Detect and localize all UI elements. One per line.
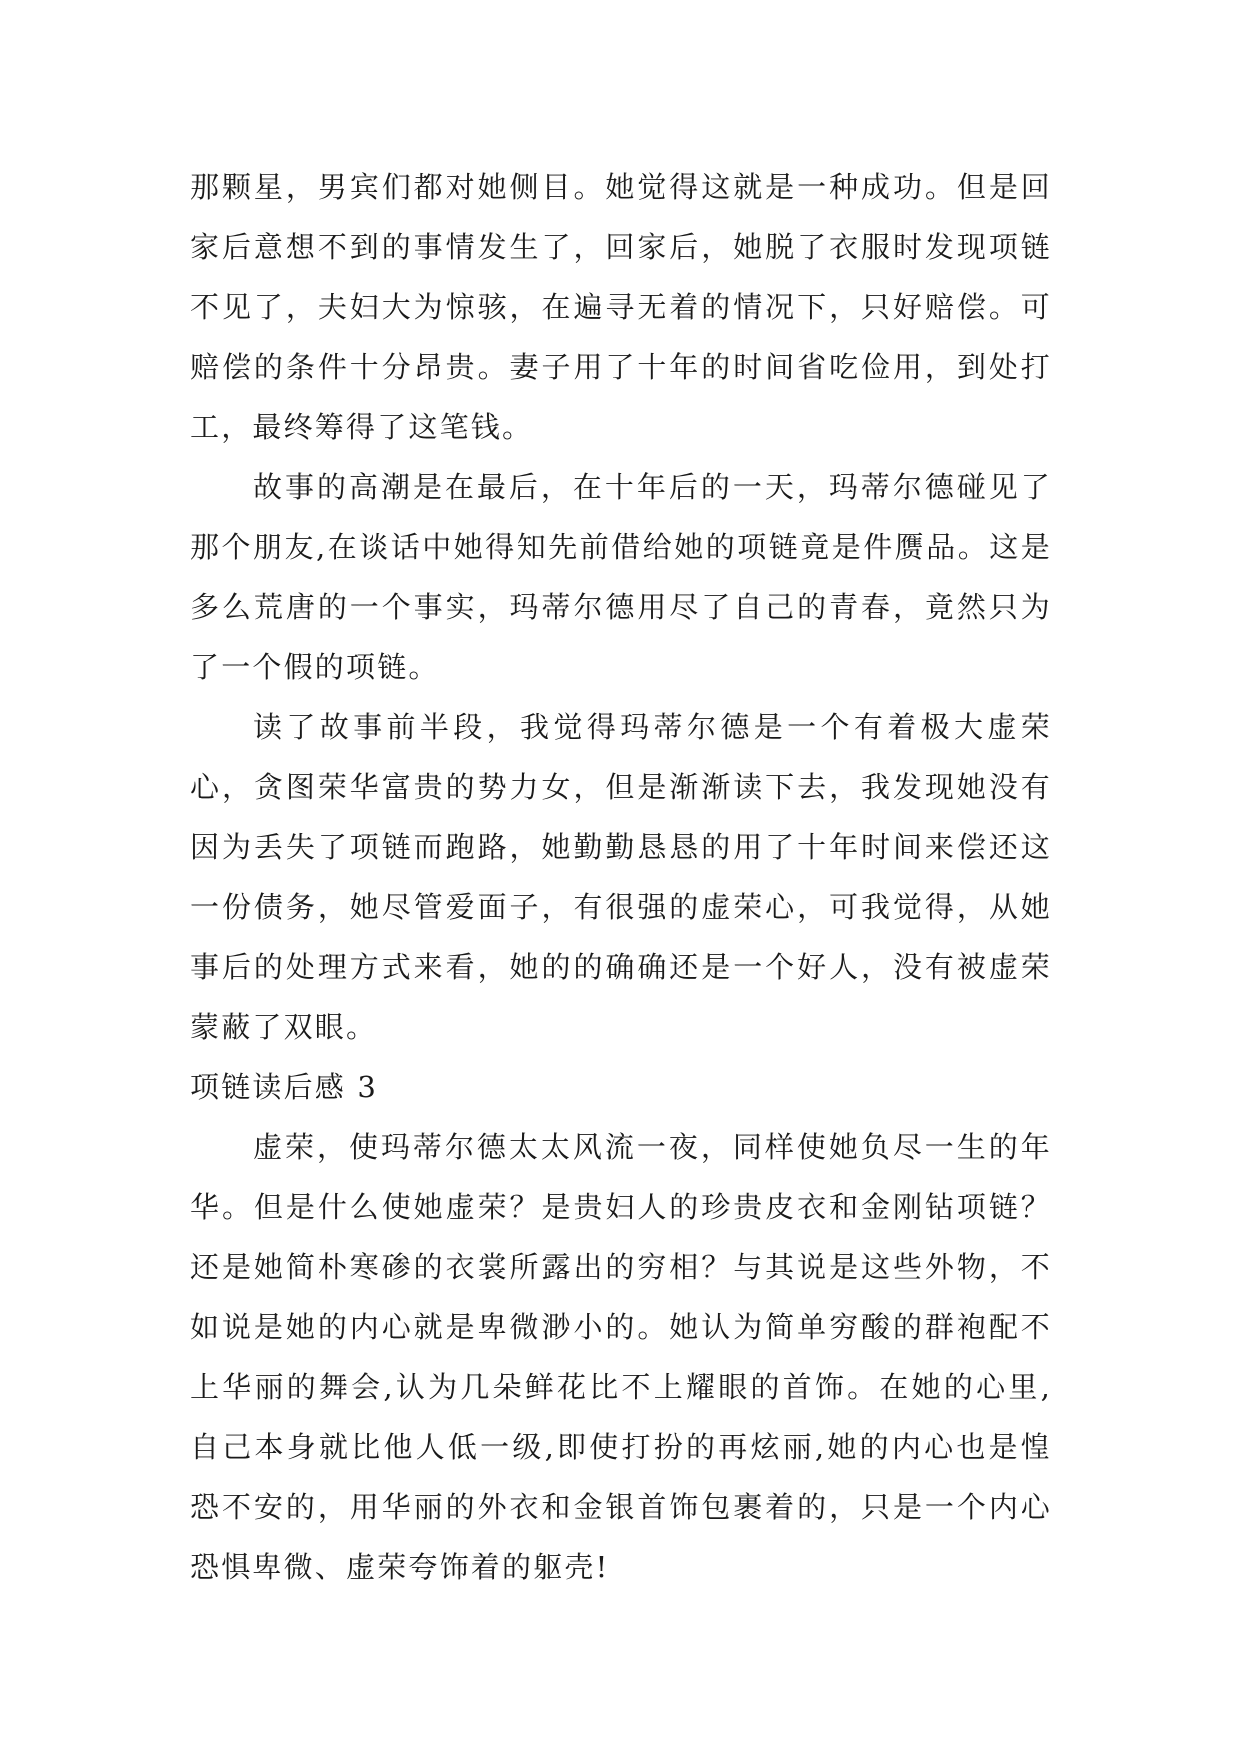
paragraph-climax: 故事的高潮是在最后，在十年后的一天，玛蒂尔德碰见了那个朋友,在谈话中她得知先前借给她的项链竟是件赝品。这是多么荒唐的一个事实，玛蒂尔德用尽了自己的青春，竟然只为了一个假的项链。 bbox=[190, 470, 1052, 684]
paragraph-vanity: 虚荣，使玛蒂尔德太太风流一夜，同样使她负尽一生的年华。但是什么使她虚荣？是贵妇人的珍贵皮衣和金刚钻项链？还是她简朴寒碜的衣裳所露出的穷相？与其说是这些外物，不如说是她的内心就是卑微渺小的。她认为简单穷酸的群袍配不上华丽的舞会,认为几朵鲜花比不上耀眼的首饰。在她的心里,自己本身就比他人低一级,即使打扮的再炫丽,她的内心也是惶恐不安的，用华丽的外衣和金银首饰包裹着的，只是一个内心恐惧卑微、虚荣夸饰着的躯壳! bbox=[190, 1130, 1052, 1584]
section-heading: 项链读后感 3 bbox=[190, 1070, 379, 1104]
paragraph-continued: 那颗星，男宾们都对她侧目。她觉得这就是一种成功。但是回家后意想不到的事情发生了，回家后，她脱了衣服时发现项链不见了，夫妇大为惊骇，在遍寻无着的情况下，只好赔偿。可赔偿的条件十分昂贵。妻子用了十年的时间省吃俭用，到处打工，最终筹得了这笔钱。 bbox=[190, 170, 1052, 444]
paragraph-reflection: 读了故事前半段，我觉得玛蒂尔德是一个有着极大虚荣心，贪图荣华富贵的势力女，但是渐渐读下去，我发现她没有因为丢失了项链而跑路，她勤勤恳恳的用了十年时间来偿还这一份债务，她尽管爱面子，有很强的虚荣心，可我觉得，从她事后的处理方式来看，她的的确确还是一个好人，没有被虚荣蒙蔽了双眼。 bbox=[190, 710, 1052, 1044]
document-page bbox=[190, 157, 1052, 1597]
